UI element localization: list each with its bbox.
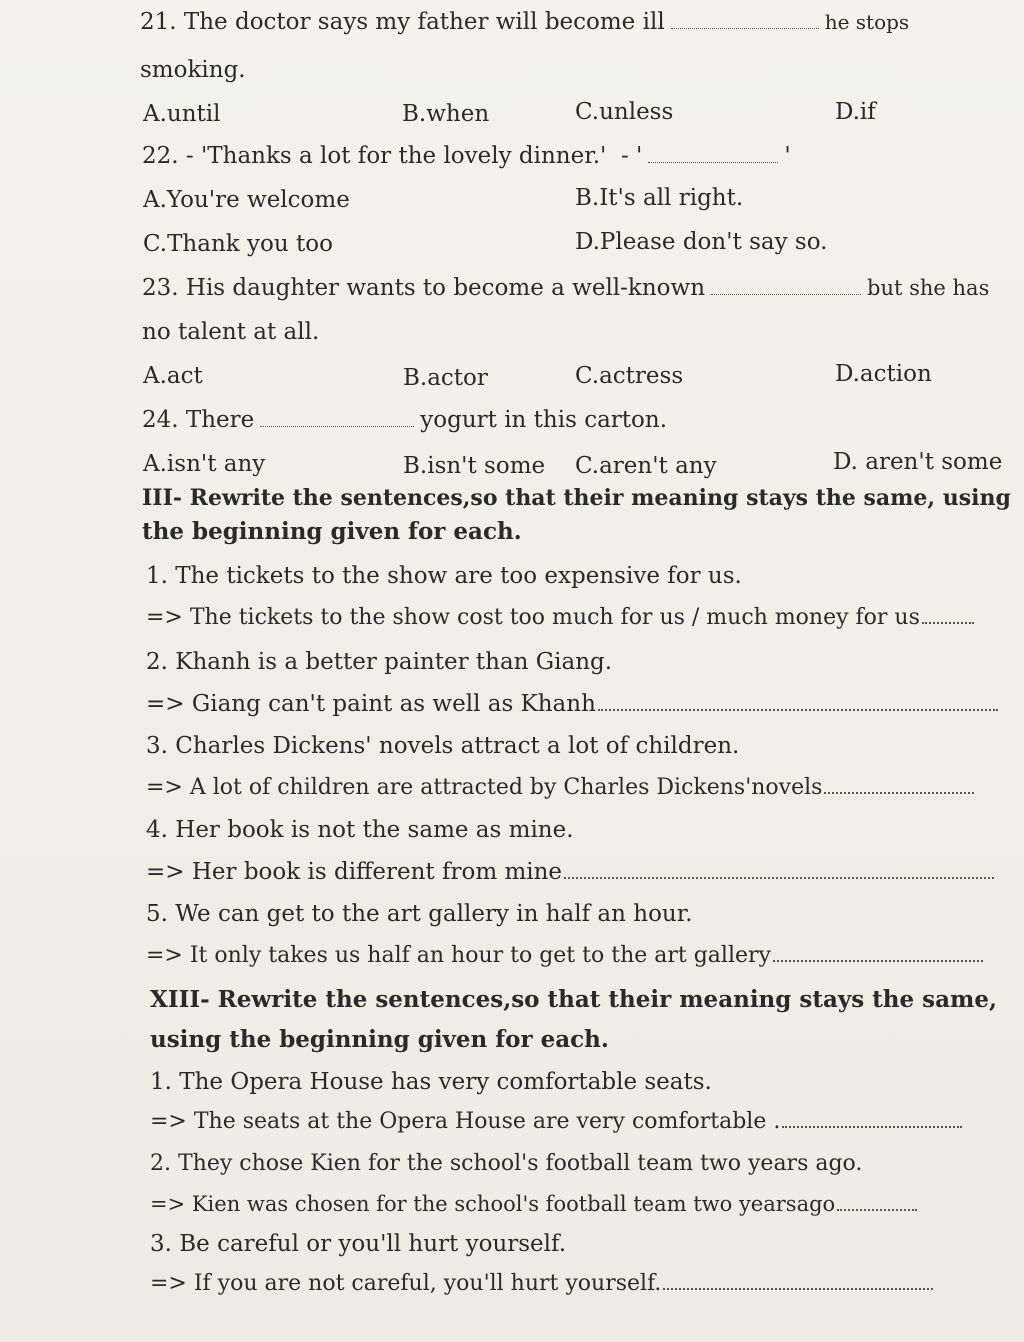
question-24-stem — [142, 406, 667, 434]
answer-text: => Kien was chosen for the school's football team two yearsago — [150, 1192, 836, 1216]
question-21-cont: smoking. — [140, 57, 246, 83]
section-3-item-3-answer — [146, 774, 974, 802]
question-22-option-b: B.It's all right. — [575, 185, 744, 211]
question-21-option-c: C.unless — [575, 99, 674, 125]
question-21-option-d: D.if — [835, 99, 876, 125]
section-3-item-2-question: 2. Khanh is a better painter than Giang. — [146, 649, 613, 675]
answer-dots — [663, 1272, 933, 1290]
quote-open: - ' — [620, 143, 643, 169]
section-13-item-1-answer — [150, 1108, 962, 1136]
answer-dots — [782, 1110, 962, 1128]
section-13-item-2-question: 2. They chose Kien for the school's football team two years ago. — [150, 1151, 863, 1176]
question-24-option-a: A.isn't any — [143, 451, 266, 477]
question-21-option-a: A.until — [143, 101, 221, 127]
question-21-stem — [140, 8, 909, 36]
quote-close: ' — [784, 143, 791, 169]
question-text-after: but she has — [867, 276, 990, 300]
answer-text: => It only takes us half an hour to get to the art gallery — [146, 943, 771, 968]
answer-text: => A lot of children are attracted by Charles Dickens'novels — [146, 775, 823, 800]
question-22-option-a: A.You're welcome — [143, 187, 350, 213]
question-22-stem — [142, 142, 791, 170]
section-13-item-3-question: 3. Be careful or you'll hurt yourself. — [150, 1231, 567, 1257]
section-3-item-5-answer — [146, 942, 983, 970]
section-3-item-1-question: 1. The tickets to the show are too expensive for us. — [146, 563, 742, 589]
question-text-after: he stops — [824, 10, 910, 34]
question-23-cont: no talent at all. — [142, 319, 320, 345]
answer-text: => The seats at the Opera House are very comfortable . — [150, 1109, 781, 1134]
section-3-item-2-answer — [146, 690, 998, 718]
section-3-item-4-answer — [146, 858, 994, 886]
question-text: 21. The doctor says my father will become ill — [140, 9, 665, 35]
section-3-item-5-question: 5. We can get to the art gallery in half an hour. — [146, 901, 693, 927]
answer-text: => The tickets to the show cost too much for us / much money for us — [146, 605, 920, 630]
section-13-item-2-answer — [150, 1190, 917, 1218]
question-text: 22. - 'Thanks a lot for the lovely dinner.' — [142, 143, 607, 169]
question-23-stem — [142, 274, 989, 302]
answer-text: => Giang can't paint as well as Khanh — [146, 691, 596, 717]
answer-dots — [598, 693, 998, 711]
section-13-heading-line2: using the beginning given for each. — [150, 1026, 609, 1053]
question-24-option-d: D. aren't some — [833, 449, 1003, 475]
answer-blank — [671, 10, 819, 29]
answer-blank — [711, 276, 861, 295]
answer-dots — [922, 606, 974, 624]
section-3-heading-line2: the beginning given for each. — [142, 518, 522, 545]
question-22-option-d: D.Please don't say so. — [575, 229, 828, 255]
question-text: 23. His daughter wants to become a well-known — [142, 275, 706, 301]
question-23-option-c: C.actress — [575, 363, 684, 389]
question-24-option-b: B.isn't some — [403, 453, 546, 479]
question-23-option-d: D.action — [835, 361, 932, 387]
question-text: 24. There — [142, 407, 255, 433]
question-21-option-b: B.when — [402, 101, 490, 127]
section-13-item-3-answer — [150, 1270, 933, 1298]
answer-dots — [837, 1193, 917, 1211]
answer-blank — [648, 144, 778, 163]
answer-text: => If you are not careful, you'll hurt yourself. — [150, 1271, 662, 1296]
question-text-after: yogurt in this carton. — [420, 407, 667, 433]
question-24-option-c: C.aren't any — [575, 453, 717, 479]
section-13-item-1-question: 1. The Opera House has very comfortable seats. — [150, 1069, 712, 1095]
section-3-heading-line1: III- Rewrite the sentences,so that their meaning stays the same, using — [142, 485, 1011, 511]
answer-dots — [824, 776, 974, 794]
answer-text: => Her book is different from mine — [146, 859, 563, 885]
answer-dots — [564, 861, 994, 879]
question-23-option-b: B.actor — [403, 365, 488, 391]
answer-blank — [260, 408, 414, 427]
section-3-item-1-answer — [146, 604, 974, 632]
section-3-item-4-question: 4. Her book is not the same as mine. — [146, 817, 574, 843]
question-22-option-c: C.Thank you too — [143, 231, 333, 257]
section-3-item-3-question: 3. Charles Dickens' novels attract a lot of children. — [146, 733, 740, 759]
section-13-heading-line1: XIII- Rewrite the sentences,so that their meaning stays the same, — [150, 986, 997, 1013]
answer-dots — [773, 944, 983, 962]
question-23-option-a: A.act — [143, 363, 203, 389]
